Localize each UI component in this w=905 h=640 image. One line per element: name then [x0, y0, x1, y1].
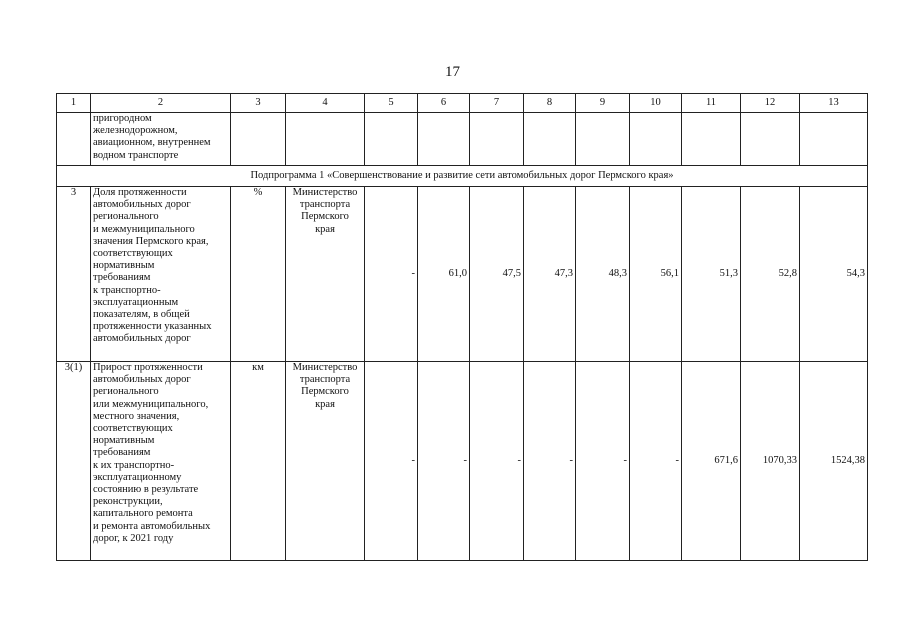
empty-cell [630, 113, 682, 166]
value-cell: 47,3 [524, 187, 576, 362]
section-row [57, 166, 868, 187]
empty-cell [741, 113, 800, 166]
unit-cell: км [231, 362, 286, 561]
column-number-row [57, 94, 868, 113]
value-cell: 671,6 [682, 362, 741, 561]
value-cell: 56,1 [630, 187, 682, 362]
empty-cell [800, 113, 868, 166]
value-cell: - [418, 362, 470, 561]
value-cell: - [470, 362, 524, 561]
column-number: 10 [630, 94, 682, 113]
column-number: 3 [231, 94, 286, 113]
value-cell: 61,0 [418, 187, 470, 362]
column-number: 13 [800, 94, 868, 113]
value-cell: - [524, 362, 576, 561]
column-number: 11 [682, 94, 741, 113]
row-number-cell: 3 [57, 187, 91, 362]
empty-cell [682, 113, 741, 166]
responsible-cell: Министерство транспорта Пермского края [286, 362, 365, 561]
responsible-cell: Министерство транспорта Пермского края [286, 187, 365, 362]
empty-cell [418, 113, 470, 166]
table-row [57, 362, 868, 561]
value-cell: 54,3 [800, 187, 868, 362]
value-cell: 51,3 [682, 187, 741, 362]
empty-cell [365, 113, 418, 166]
column-number: 12 [741, 94, 800, 113]
value-cell: - [365, 362, 418, 561]
column-number: 6 [418, 94, 470, 113]
empty-cell [576, 113, 630, 166]
indicators-table [56, 93, 868, 561]
value-cell: - [365, 187, 418, 362]
column-number: 4 [286, 94, 365, 113]
value-cell: 1070,33 [741, 362, 800, 561]
table-row [57, 187, 868, 362]
column-number: 7 [470, 94, 524, 113]
value-cell: 48,3 [576, 187, 630, 362]
column-number: 9 [576, 94, 630, 113]
column-number: 8 [524, 94, 576, 113]
column-number: 2 [91, 94, 231, 113]
column-number: 1 [57, 94, 91, 113]
empty-cell [470, 113, 524, 166]
value-cell: 47,5 [470, 187, 524, 362]
table-row-continuation [57, 113, 868, 166]
empty-cell [524, 113, 576, 166]
column-number: 5 [365, 94, 418, 113]
empty-cell [286, 113, 365, 166]
value-cell: 52,8 [741, 187, 800, 362]
indicator-name-cell: Прирост протяженности автомобильных дорог регионального или межмуниципального, местного значения, соответствующих нормативным требованиям к их транспортно- эксплуатационному состоянию в результате реконструкции, капитального ремонта и ремонта автомобильных дорог, к 2021 году [91, 362, 231, 561]
unit-cell: % [231, 187, 286, 362]
value-cell: - [630, 362, 682, 561]
section-title: Подпрограмма 1 «Совершенствование и развитие сети автомобильных дорог Пермского края» [57, 166, 868, 187]
page-number: 17 [445, 64, 460, 80]
row-number-cell: 3(1) [57, 362, 91, 561]
indicator-name-cell: пригородном железнодорожном, авиационном, внутреннем водном транспорте [91, 113, 231, 166]
indicator-name-cell: Доля протяженности автомобильных дорог регионального и межмуниципального значения Пермского края, соответствующих нормативным требованиям к транспортно- эксплуатационным показателям, в общей протяженности указанных автомобильных дорог [91, 187, 231, 362]
value-cell: - [576, 362, 630, 561]
empty-cell [231, 113, 286, 166]
value-cell: 1524,38 [800, 362, 868, 561]
row-number-cell [57, 113, 91, 166]
